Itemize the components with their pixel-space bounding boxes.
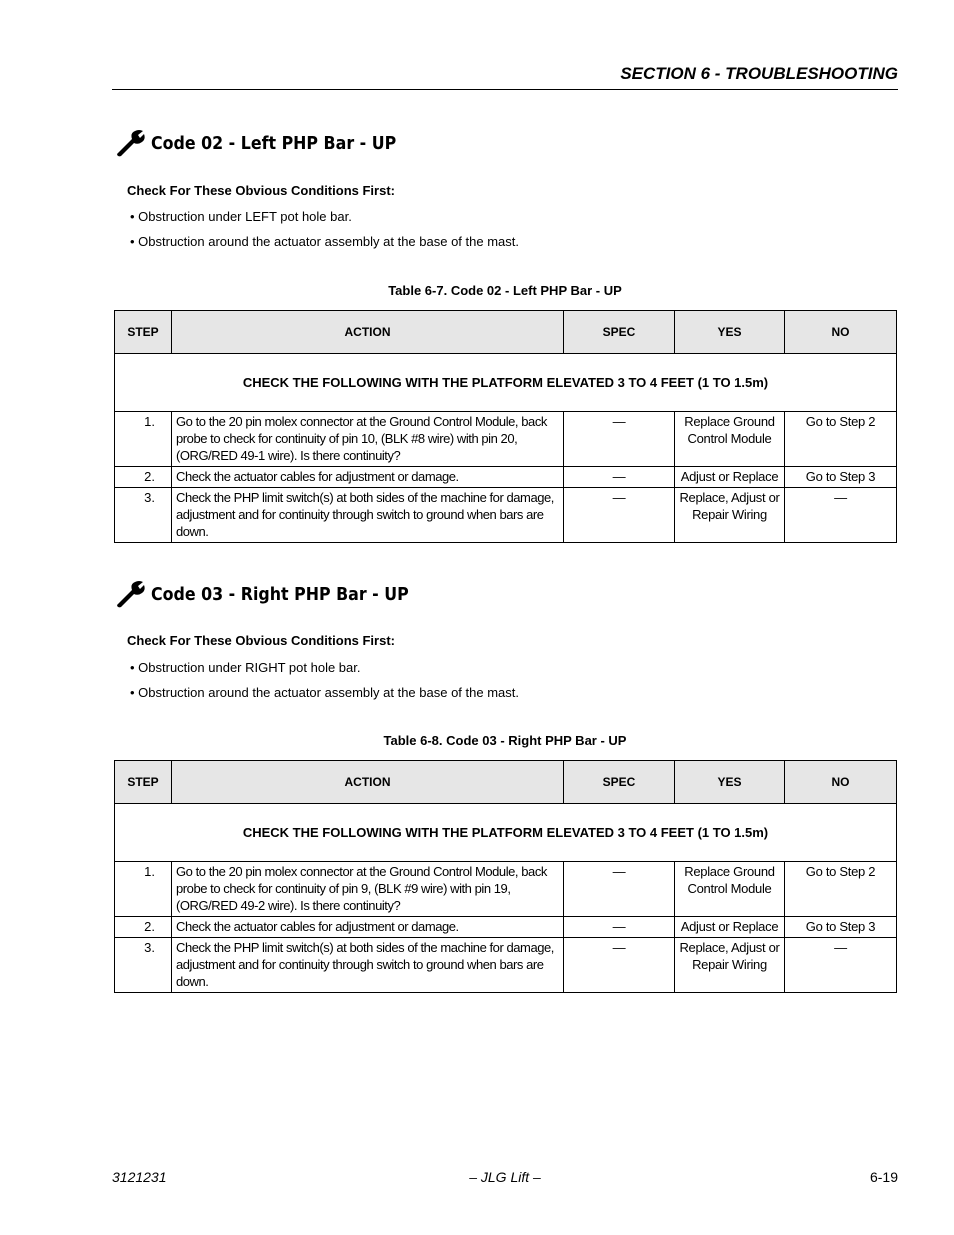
spec-cell: — — [564, 938, 675, 993]
condition-bullet: • Obstruction around the actuator assembly at the base of the mast. — [130, 234, 519, 249]
col-header-action: ACTION — [172, 311, 564, 354]
condition-bullet: • Obstruction around the actuator assembly at the base of the mast. — [130, 685, 519, 700]
action-cell: Go to the 20 pin molex connector at the Ground Control Module, back probe to check for continuity of pin 9, (BLK #9 wire) with pin 19, (ORG/RED 49-2 wire). Is there continuity? — [172, 862, 564, 917]
step-cell: 1. — [115, 412, 172, 467]
platform-elevated-banner: CHECK THE FOLLOWING WITH THE PLATFORM ELEVATED 3 TO 4 FEET (1 TO 1.5m) — [115, 804, 897, 862]
table-banner-row — [115, 804, 897, 862]
action-cell: Check the actuator cables for adjustment or damage. — [172, 467, 564, 488]
step-cell: 3. — [115, 488, 172, 543]
spec-cell: — — [564, 917, 675, 938]
step-cell: 2. — [115, 917, 172, 938]
step-cell: 2. — [115, 467, 172, 488]
step-cell: 1. — [115, 862, 172, 917]
page-header — [112, 64, 898, 90]
code-02-heading — [116, 129, 430, 157]
table-banner-row — [115, 354, 897, 412]
table-header-row — [115, 761, 897, 804]
action-cell: Go to the 20 pin molex connector at the Ground Control Module, back probe to check for continuity of pin 10, (BLK #8 wire) with pin 20, (ORG/RED 49-1 wire). Is there continuity? — [172, 412, 564, 467]
table-caption: Table 6-8. Code 03 - Right PHP Bar - UP — [383, 733, 627, 748]
troubleshooting-table-6-8 — [114, 760, 897, 993]
col-header-no: NO — [785, 761, 897, 804]
yes-cell: Adjust or Replace — [675, 917, 785, 938]
action-cell: Check the actuator cables for adjustment or damage. — [172, 917, 564, 938]
spec-cell: — — [564, 467, 675, 488]
spec-cell: — — [564, 412, 675, 467]
table-header-row — [115, 311, 897, 354]
section-title: SECTION 6 - TROUBLESHOOTING — [620, 64, 898, 83]
platform-elevated-banner: CHECK THE FOLLOWING WITH THE PLATFORM ELEVATED 3 TO 4 FEET (1 TO 1.5m) — [115, 354, 897, 412]
col-header-yes: YES — [675, 761, 785, 804]
col-header-step: STEP — [115, 311, 172, 354]
table-row — [115, 917, 897, 938]
table-row — [115, 862, 897, 917]
page-number: 6-19 — [869, 1169, 898, 1185]
check-title: Check For These Obvious Conditions First: — [127, 183, 395, 198]
code-03-title: Code 03 - Right PHP Bar - UP — [151, 583, 409, 605]
col-header-spec: SPEC — [564, 761, 675, 804]
action-cell: Check the PHP limit switch(s) at both sides of the machine for damage, adjustment and for continuity through switch to ground when bars are down. — [172, 488, 564, 543]
yes-cell: Replace, Adjust or Repair Wiring — [675, 938, 785, 993]
yes-cell: Adjust or Replace — [675, 467, 785, 488]
wrench-icon — [116, 580, 146, 608]
no-cell: Go to Step 3 — [785, 467, 897, 488]
no-cell: Go to Step 2 — [785, 412, 897, 467]
spec-cell: — — [564, 862, 675, 917]
col-header-action: ACTION — [172, 761, 564, 804]
table-caption: Table 6-7. Code 02 - Left PHP Bar - UP — [388, 283, 622, 298]
action-cell: Check the PHP limit switch(s) at both sides of the machine for damage, adjustment and for continuity through switch to ground when bars are down. — [172, 938, 564, 993]
col-header-step: STEP — [115, 761, 172, 804]
no-cell: — — [785, 488, 897, 543]
yes-cell: Replace, Adjust or Repair Wiring — [675, 488, 785, 543]
col-header-yes: YES — [675, 311, 785, 354]
col-header-spec: SPEC — [564, 311, 675, 354]
code-03-heading — [116, 580, 444, 608]
table-row — [115, 412, 897, 467]
check-title: Check For These Obvious Conditions First: — [127, 633, 395, 648]
table-row — [115, 488, 897, 543]
wrench-icon — [116, 129, 146, 157]
doc-number: 3121231 — [112, 1169, 167, 1185]
condition-bullet: • Obstruction under RIGHT pot hole bar. — [130, 660, 361, 675]
col-header-no: NO — [785, 311, 897, 354]
no-cell: Go to Step 3 — [785, 917, 897, 938]
condition-bullet: • Obstruction under LEFT pot hole bar. — [130, 209, 352, 224]
table-row — [115, 467, 897, 488]
table-row — [115, 938, 897, 993]
yes-cell: Replace Ground Control Module — [675, 862, 785, 917]
troubleshooting-table-6-7 — [114, 310, 897, 543]
yes-cell: Replace Ground Control Module — [675, 412, 785, 467]
no-cell: — — [785, 938, 897, 993]
publisher-footer: – JLG Lift – — [469, 1169, 541, 1185]
step-cell: 3. — [115, 938, 172, 993]
code-02-title: Code 02 - Left PHP Bar - UP — [151, 132, 397, 154]
spec-cell: — — [564, 488, 675, 543]
no-cell: Go to Step 2 — [785, 862, 897, 917]
